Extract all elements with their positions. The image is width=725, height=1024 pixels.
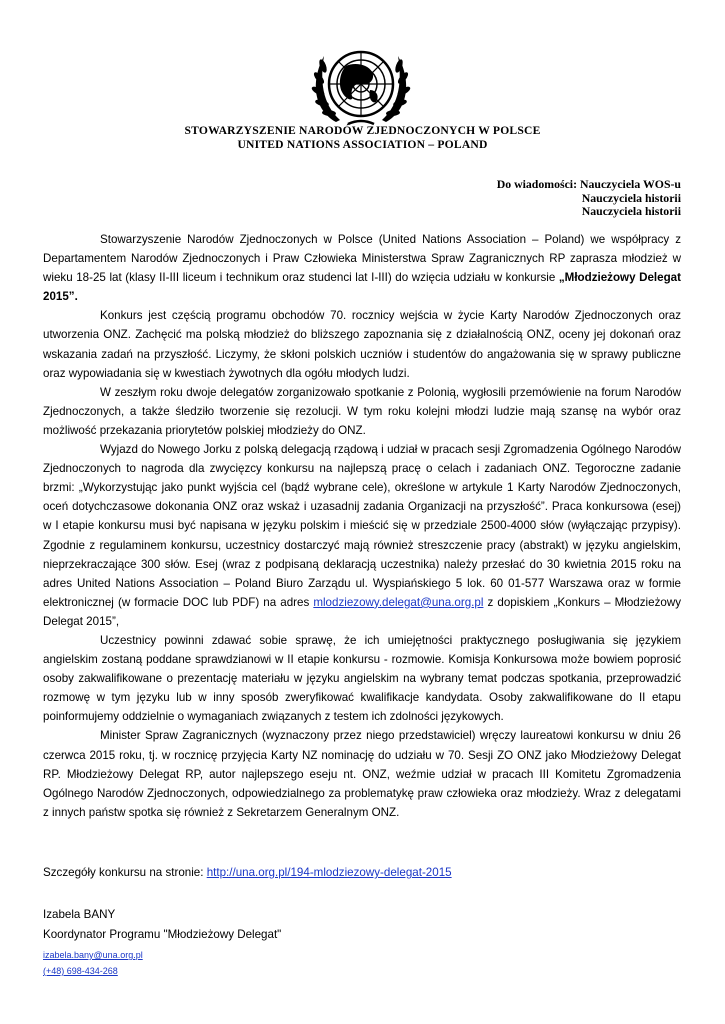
signature-role: Koordynator Programu "Młodzieżowy Delegat"	[43, 928, 282, 941]
contest-name: „Młodzieżowy Delegat 2015”.	[43, 271, 681, 304]
recipient-line-3: Nauczyciela historii	[581, 204, 681, 218]
paragraph-prize	[43, 440, 681, 631]
signature-name: Izabela BANY	[43, 908, 116, 921]
paragraph-prize-tail: z dopiskiem „Konkurs – Młodzieżowy Delegat 2015”,	[43, 595, 681, 628]
details-url-link[interactable]: http://una.org.pl/194-mlodziezowy-delegat-2015	[206, 866, 452, 879]
signature-phone	[43, 966, 118, 976]
paragraph-english-skills: Uczestnicy powinni zdawać sobie sprawę, że ich umiejętności praktycznego posługiwania się językiem angielskim zostaną poddane sprawdzianowi w II etapie konkursu - rozmowie. Komisja Konkursowa może bowiem poprosić osoby zakwalifikowane o prezentację materiału w języku angielskim na wybrany temat podczas spotkania, przeprowadzić rozmowę w tym języku lub w inny sposób zweryfikować kwalifikacje kandydata. Osoby zakwalifikowane do II etapu poinformujemy oddzielnie o wymaganiach związanych z testem ich zdolności językowych.	[43, 633, 681, 724]
organization-name-english: UNITED NATIONS ASSOCIATION – POLAND	[237, 138, 488, 151]
signature-phone-link[interactable]: (+48) 698-434-268	[43, 966, 118, 976]
details-label: Szczegóły konkursu na stronie:	[43, 866, 207, 879]
paragraph-last-year: W zeszłym roku dwoje delegatów zorganizowało spotkanie z Polonią, wygłosili przemówienie na forum Narodów Zjednoczonych, a także śledziło tworzenie się rezolucji. W tym roku kolejni młodzi ludzie mają szansę na wybór oraz możliwość przekazania priorytetów polskiej młodzieży do ONZ.	[43, 385, 681, 437]
organization-name-polish: STOWARZYSZENIE NARODÓW ZJEDNOCZONYCH W POLSCE	[184, 124, 541, 137]
contest-email-link[interactable]: mlodziezowy.delegat@una.org.pl	[313, 595, 484, 609]
signature-email-link[interactable]: izabela.bany@una.org.pl	[43, 950, 143, 960]
letter-body	[43, 230, 681, 822]
paragraph-minister: Minister Spraw Zagranicznych (wyznaczony przez niego przedstawiciel) wręczy laureatowi konkursu w dniu 26 czerwca 2015 roku, tj. w rocznicę przyjęcia Karty NZ nominację do udziału w 70. Sesji ZO ONZ jako Młodzieżowy Delegat RP. Młodzieżowy Delegat RP, autor najlepszego eseju nt. ONZ, weźmie udział w pracach III Komitetu Zgromadzenia Ogólnego Narodów Zjednoczonych, odpowiedzialnego za problematykę praw człowieka oraz młodzieży. Wraz z delegatami z innych państw spotka się również z Sekretarzem Generalnym ONZ.	[43, 729, 681, 819]
paragraph-invitation	[43, 230, 681, 306]
signature-email	[43, 950, 143, 960]
paragraph-prize-text: Wyjazd do Nowego Jorku z polską delegacją rządową i udział w pracach sesji Zgromadzenia Ogólnego Narodów Zjednoczonych to nagroda dla zwycięzcy konkursu na najlepszą pracę o celach i zadaniach ONZ. Tegoroczne zadanie brzmi: „Wykorzystując jako punkt wyjścia cel (bądź wybrane cele), określone w artykule 1 Karty Narodów Zjednoczonych, oceń dotychczasowe dokonania ONZ oraz wskaż i uzasadnij zadania Organizacji na przyszłość”. Praca konkursowa (esej) w I etapie konkursu musi być napisana w języku polskim i mieścić się w przedziale 2500-4000 słów (wyłączając przypisy). Zgodnie z regulaminem konkursu, uczestnicy dostarczyć mają również streszczenie pracy (abstrakt) w języku angielskim, nieprzekraczające 300 słów. Esej (wraz z podpisaną deklaracją uczestnika) należy przesłać do 30 kwietnia 2015 roku na adres United Nations Association – Poland Biuro Zarządu ul. Wyspiańskiego 5 lok. 60 01-577 Warszawa oraz w formie elektronicznej (w formacie DOC lub PDF) na adres	[43, 443, 681, 609]
recipient-line-1: Do wiadomości: Nauczyciela WOS-u	[496, 177, 681, 191]
paragraph-invitation-text: Stowarzyszenie Narodów Zjednoczonych w Polsce (United Nations Association – Poland) we współpracy z Departamentem Narodów Zjednoczonych i Praw Człowieka Ministerstwa Spraw Zagranicznych RP zaprasza młodzież w wieku 18-25 lat (klasy II-III liceum i technikum oraz studenci lat I-III) do wzięcia udziału w konkursie	[43, 233, 681, 285]
un-emblem-logo	[306, 44, 416, 128]
details-line	[43, 866, 452, 879]
paragraph-program: Konkurs jest częścią programu obchodów 70. rocznicy wejścia w życie Karty Narodów Zjednoczonych oraz utworzenia ONZ. Zachęcić ma polską młodzież do bliższego zapoznania się z działalnością ONZ, oceny jej dokonań oraz wskazania zadań na przyszłość. Liczymy, że skłoni polskich uczniów i studentów do angażowania się w sprawy publiczne oraz wypowiadania się w kwestiach żywotnych dla ogółu młodych ludzi.	[43, 309, 681, 380]
recipient-line-2: Nauczyciela historii	[581, 191, 681, 205]
